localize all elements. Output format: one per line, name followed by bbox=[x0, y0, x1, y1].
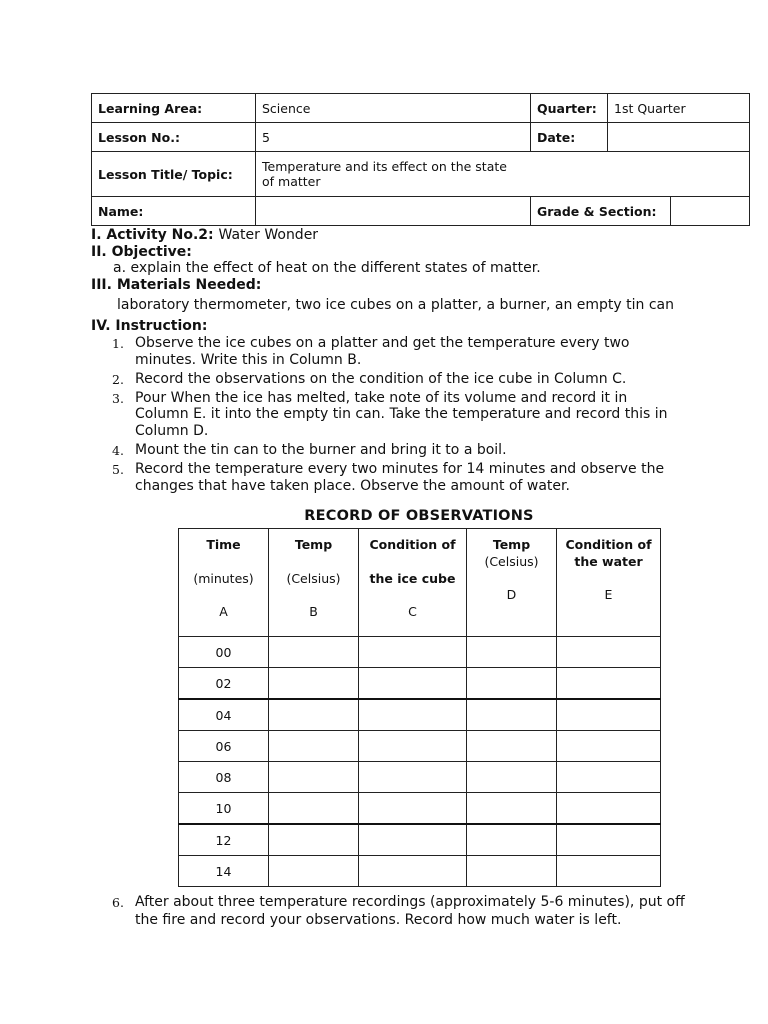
water-condition-cell[interactable] bbox=[557, 637, 661, 668]
water-condition-cell[interactable] bbox=[557, 793, 661, 825]
objective-heading: II. Objective: bbox=[91, 243, 192, 260]
observations-table bbox=[178, 528, 661, 887]
lesson-info-table bbox=[91, 93, 750, 226]
step-text: Record the observations on the condition of the ice cube in Column C. bbox=[135, 370, 627, 387]
time-cell: 14 bbox=[179, 856, 269, 887]
name-label: Name: bbox=[92, 197, 256, 226]
instruction-heading: IV. Instruction: bbox=[91, 317, 208, 334]
water-condition-cell[interactable] bbox=[557, 856, 661, 887]
instruction-step bbox=[91, 461, 691, 494]
instruction-step-6 bbox=[91, 893, 691, 929]
column-header-water-condition: Condition of the water E bbox=[557, 529, 661, 637]
time-cell: 04 bbox=[179, 699, 269, 731]
water-condition-cell[interactable] bbox=[557, 668, 661, 700]
water-condition-cell[interactable] bbox=[557, 731, 661, 762]
time-cell: 00 bbox=[179, 637, 269, 668]
date-label: Date: bbox=[531, 123, 608, 152]
temp-b-cell[interactable] bbox=[269, 856, 359, 887]
table-row bbox=[179, 856, 661, 887]
time-cell: 02 bbox=[179, 668, 269, 700]
ice-condition-cell[interactable] bbox=[359, 699, 467, 731]
time-cell: 10 bbox=[179, 793, 269, 825]
date-field[interactable] bbox=[608, 123, 750, 152]
temp-d-cell[interactable] bbox=[467, 668, 557, 700]
temp-d-cell[interactable] bbox=[467, 699, 557, 731]
time-cell: 06 bbox=[179, 731, 269, 762]
step-text: Observe the ice cubes on a platter and get the temperature every two minutes. Write this in Column B. bbox=[135, 335, 630, 368]
grade-section-label: Grade & Section: bbox=[531, 197, 671, 226]
temp-b-cell[interactable] bbox=[269, 668, 359, 700]
step-number: 6. bbox=[112, 895, 124, 910]
step-text: Record the temperature every two minutes for 14 minutes and observe the changes that have taken place. Observe the amount of water. bbox=[135, 461, 665, 494]
instruction-step bbox=[91, 390, 691, 440]
quarter-label: Quarter: bbox=[531, 94, 608, 123]
step-number: 5. bbox=[112, 462, 124, 477]
ice-condition-cell[interactable] bbox=[359, 856, 467, 887]
materials-heading: III. Materials Needed: bbox=[91, 276, 262, 293]
time-cell: 12 bbox=[179, 824, 269, 856]
step-number: 3. bbox=[112, 390, 124, 406]
water-condition-cell[interactable] bbox=[557, 762, 661, 793]
temp-d-cell[interactable] bbox=[467, 731, 557, 762]
water-condition-cell[interactable] bbox=[557, 699, 661, 731]
time-cell: 08 bbox=[179, 762, 269, 793]
table-row bbox=[179, 793, 661, 825]
name-field[interactable] bbox=[256, 197, 531, 226]
temp-b-cell[interactable] bbox=[269, 637, 359, 668]
temp-d-cell[interactable] bbox=[467, 824, 557, 856]
lesson-title-value: Temperature and its effect on the state of matter bbox=[256, 152, 750, 197]
lesson-no-label: Lesson No.: bbox=[92, 123, 256, 152]
instruction-step bbox=[91, 442, 691, 459]
worksheet-body bbox=[91, 227, 691, 497]
column-header-temp-b: Temp (Celsius) B bbox=[269, 529, 359, 637]
ice-condition-cell[interactable] bbox=[359, 637, 467, 668]
table-row bbox=[179, 699, 661, 731]
temp-b-cell[interactable] bbox=[269, 762, 359, 793]
lesson-no-value: 5 bbox=[256, 123, 531, 152]
lesson-title-label: Lesson Title/ Topic: bbox=[92, 152, 256, 197]
activity-heading bbox=[91, 227, 691, 244]
ice-condition-cell[interactable] bbox=[359, 731, 467, 762]
ice-condition-cell[interactable] bbox=[359, 668, 467, 700]
activity-label: I. Activity No.2: bbox=[91, 227, 214, 243]
temp-b-cell[interactable] bbox=[269, 699, 359, 731]
temp-b-cell[interactable] bbox=[269, 731, 359, 762]
learning-area-label: Learning Area: bbox=[92, 94, 256, 123]
temp-d-cell[interactable] bbox=[467, 637, 557, 668]
table-row bbox=[179, 762, 661, 793]
step-text: Pour When the ice has melted, take note of its volume and record it in Column E. it into the empty tin can. Take the temperature and record this in Column D. bbox=[135, 389, 668, 439]
instruction-step bbox=[91, 371, 691, 388]
water-condition-cell[interactable] bbox=[557, 824, 661, 856]
table-row bbox=[179, 731, 661, 762]
quarter-value: 1st Quarter bbox=[608, 94, 750, 123]
observations-title: RECORD OF OBSERVATIONS bbox=[304, 508, 534, 524]
table-row bbox=[179, 637, 661, 668]
instruction-step bbox=[91, 335, 691, 368]
step-number: 4. bbox=[112, 443, 124, 458]
step-number: 1. bbox=[112, 336, 124, 351]
temp-d-cell[interactable] bbox=[467, 762, 557, 793]
activity-title: Water Wonder bbox=[218, 227, 319, 243]
step-text: After about three temperature recordings (approximately 5-6 minutes), put off the fire and record your observations. Record how much water is left. bbox=[135, 894, 685, 928]
ice-condition-cell[interactable] bbox=[359, 824, 467, 856]
objective-item: a. explain the effect of heat on the different states of matter. bbox=[113, 260, 541, 276]
materials-text: laboratory thermometer, two ice cubes on a platter, a burner, an empty tin can bbox=[117, 297, 674, 313]
table-row bbox=[179, 824, 661, 856]
instruction-list bbox=[91, 335, 691, 494]
ice-condition-cell[interactable] bbox=[359, 762, 467, 793]
temp-d-cell[interactable] bbox=[467, 856, 557, 887]
column-header-ice-condition: Condition of the ice cube C bbox=[359, 529, 467, 637]
temp-b-cell[interactable] bbox=[269, 793, 359, 825]
step-text: Mount the tin can to the burner and bring it to a boil. bbox=[135, 442, 507, 458]
step-number: 2. bbox=[112, 371, 124, 387]
temp-b-cell[interactable] bbox=[269, 824, 359, 856]
grade-section-field[interactable] bbox=[671, 197, 750, 226]
column-header-time: Time (minutes) A bbox=[179, 529, 269, 637]
column-header-temp-d: Temp (Celsius) D bbox=[467, 529, 557, 637]
learning-area-value: Science bbox=[256, 94, 531, 123]
ice-condition-cell[interactable] bbox=[359, 793, 467, 825]
temp-d-cell[interactable] bbox=[467, 793, 557, 825]
table-row bbox=[179, 668, 661, 700]
